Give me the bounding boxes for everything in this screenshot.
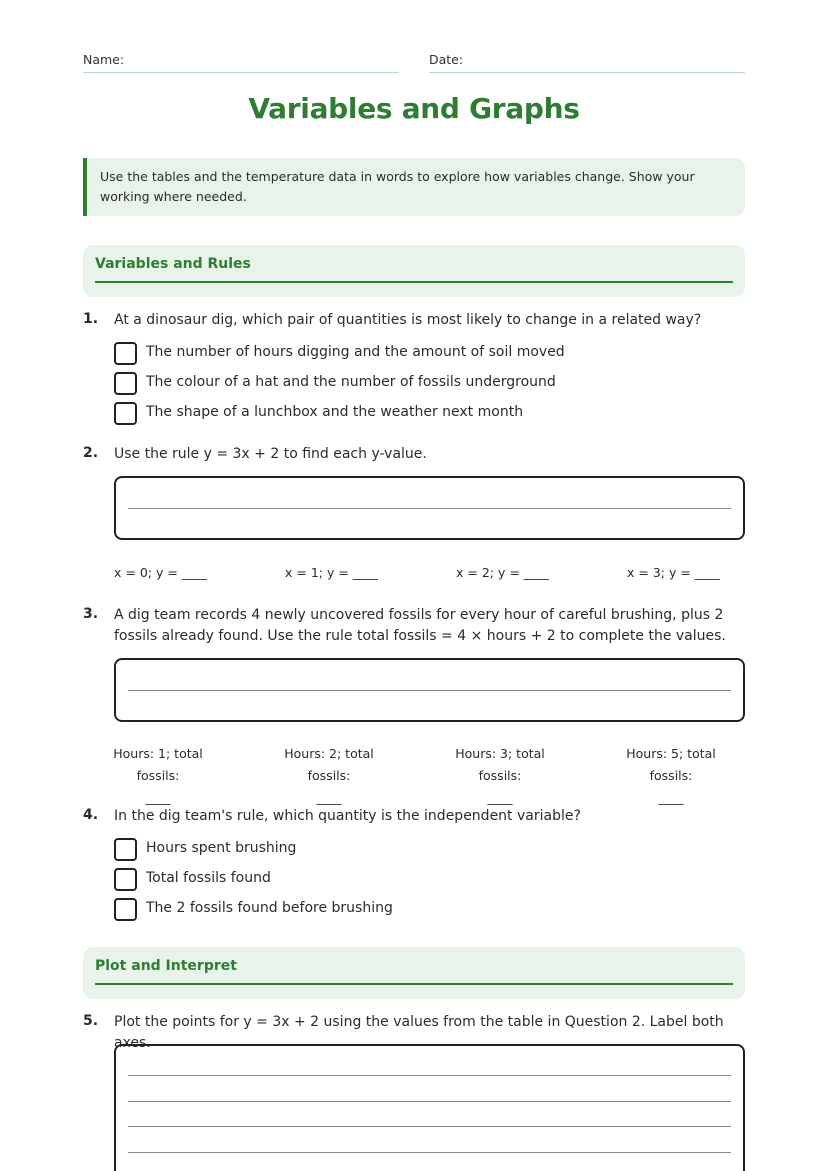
table-cell <box>606 743 736 809</box>
writing-line <box>128 1075 731 1076</box>
checkbox[interactable] <box>114 898 137 921</box>
table-cell: x = 1; y = ____ <box>285 565 378 580</box>
cell-label: Hours: 5; total fossils: <box>626 746 716 783</box>
section-title: Plot and Interpret <box>95 958 237 974</box>
cell-label: Hours: 2; total fossils: <box>284 746 374 783</box>
question-text: Use the rule y = 3x + 2 to find each y-value. <box>114 446 427 462</box>
section-title: Variables and Rules <box>95 256 251 272</box>
table-cell: x = 2; y = ____ <box>456 565 549 580</box>
question-number: 4. <box>83 807 99 823</box>
question-number: 2. <box>83 445 99 461</box>
option-label: The colour of a hat and the number of fossils underground <box>146 374 556 390</box>
cell-blank: ____ <box>316 790 342 805</box>
checkbox[interactable] <box>114 372 137 395</box>
writing-line <box>128 1152 731 1153</box>
page-title: Variables and Graphs <box>248 92 580 125</box>
date-label: Date: <box>429 52 464 67</box>
section-header-variables-and-rules <box>83 245 745 297</box>
section-divider <box>95 281 733 283</box>
checkbox[interactable] <box>114 402 137 425</box>
cell-label: Hours: 3; total fossils: <box>455 746 545 783</box>
question-text: Plot the points for y = 3x + 2 using the values from the table in Question 2. Label both axes. <box>114 1014 724 1051</box>
question-text: At a dinosaur dig, which pair of quantities is most likely to change in a related way? <box>114 312 702 328</box>
cell-label: Hours: 1; total fossils: <box>113 746 203 783</box>
table-cell <box>435 743 565 809</box>
writing-line <box>128 508 731 509</box>
question-number: 5. <box>83 1013 99 1029</box>
writing-line <box>128 1126 731 1127</box>
cell-blank: ____ <box>658 790 684 805</box>
table-cell <box>264 743 394 809</box>
answer-box[interactable] <box>114 1044 745 1171</box>
checkbox[interactable] <box>114 838 137 861</box>
question-text: In the dig team's rule, which quantity is the independent variable? <box>114 808 581 824</box>
table-cell <box>93 743 223 809</box>
section-divider <box>95 983 733 985</box>
option-label: The shape of a lunchbox and the weather next month <box>146 404 524 420</box>
answer-box[interactable] <box>114 476 745 540</box>
header-row <box>83 52 745 74</box>
cell-blank: ____ <box>145 790 171 805</box>
option-label: The 2 fossils found before brushing <box>146 900 393 916</box>
question-text: A dig team records 4 newly uncovered fossils for every hour of careful brushing, plus 2 fossils already found. Use the rule total fossils = 4 × hours + 2 to complete the values. <box>114 607 726 644</box>
answer-box[interactable] <box>114 658 745 722</box>
writing-line <box>128 1101 731 1102</box>
writing-line <box>128 690 731 691</box>
cell-blank: ____ <box>487 790 513 805</box>
option-label: Hours spent brushing <box>146 840 297 856</box>
name-label: Name: <box>83 52 125 67</box>
table-cell: x = 0; y = ____ <box>114 565 207 580</box>
section-header-plot-and-interpret <box>83 947 745 999</box>
option-label: Total fossils found <box>146 870 271 886</box>
checkbox[interactable] <box>114 342 137 365</box>
table-cell: x = 3; y = ____ <box>627 565 720 580</box>
question-number: 1. <box>83 311 99 327</box>
instructions-box <box>83 158 745 216</box>
instructions-text: Use the tables and the temperature data in words to explore how variables change. Show your working where needed. <box>100 169 695 204</box>
option-label: The number of hours digging and the amount of soil moved <box>146 344 565 360</box>
name-field[interactable] <box>83 52 399 73</box>
checkbox[interactable] <box>114 868 137 891</box>
date-field[interactable] <box>429 52 745 73</box>
question-number: 3. <box>83 606 99 622</box>
